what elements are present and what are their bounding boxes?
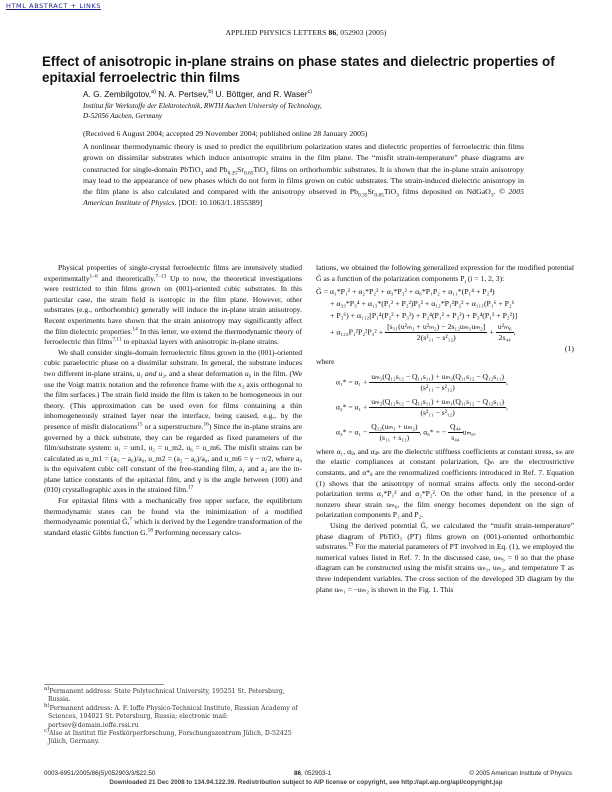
citation[interactable]: 17	[188, 484, 194, 491]
citation[interactable]: 7–13	[155, 273, 167, 280]
copyright-notice: © 2005 American Institute of Physics	[83, 187, 524, 208]
paragraph: We shall consider single-domain ferroelectric films grown in the (001)-oriented cubic paraelectric phase on a dissimilar substrate. In general, the substrate induces two different in-plane strains, u₁ and u₂, and a shear deformation u₆ in the film. (We use the Voigt matrix notation and the reference frame with the x₃ axis orthogonal to the film surfaces.) The strain field inside the film is taken to be homogeneous in our theory. (This approximation can be used even for films containing a thin inhomogeneously strained layer near the interface, being caused, e.g., by the presence of misfit dislocations$^{15}$ or a superstructure.$^{16}$) Since the in-plane strains are governed by a thick substrate, they can be regarded as fixed parameters of the film/substrate system: u₁ = um1, u₂ = u_m2, u₆ = u_m6. The misfit strains can be calculated as u_m1 = (a₁ − a₀)/a₀, u_m2 = (a₂ − a₀)/a₀, and u_m6 = γ − π/2, where a₀ is the equivalent cubic cell constant of the free-standing film, a₁ and a₂ are the in-plane lattice constants of the epitaxial film, and γ is the angle between (100) and (010) crystallographic axes in the strained film.$^{17}$	[44, 347, 303, 495]
footer-issn: 0003-6951/2005/86(5)/052903/3/$22.50	[44, 770, 156, 777]
citation[interactable]: 18	[147, 527, 153, 534]
author-mark: c)	[307, 89, 313, 96]
author-name: A. G. Zembilgotov,	[83, 89, 152, 99]
author-name: N. A. Pertsev,	[158, 89, 209, 99]
paragraph: lations, we obtained the following generalized expression for the modified potential G̃ as a function of the polarization components $P_i$ (i = 1, 2, 3):	[316, 263, 574, 286]
paragraph: Physical properties of single-crystal ferroelectric films are intensively studied experimentally$^{1-6}$ and theoretically.$^{7-13}$ Up to now, the theoretical investigations were restricted to thin films grown on (001)-oriented cubic substrates. In this particular case, the strain field is isotropic in the film plane. However, other substrates (e.g., orthorhombic) generally will induce the in-plane strain anisotropy. Recent experiments have shown that the strain anisotropy may significantly affect the film dielectric properties.$^{14}$ In this letter, we extend the thermodynamic theory of ferroelectric thin films$^{7,11}$ to epitaxial layers with anisotropic in-plane strains.	[44, 263, 302, 347]
footer-copyright: © 2005 American Institute of Physics	[469, 770, 572, 777]
author-mark: b)	[208, 89, 214, 96]
citation[interactable]: 7,11	[112, 336, 122, 343]
footnote-divider	[44, 684, 164, 685]
html-abstract-links[interactable]: HTML ABSTRACT + LINKS	[6, 2, 102, 10]
equation-alpha1: α₁* = α₁ + $\frac{\text{uₘ₁(Q₁₂s₁₂ − Q₁₁s₁₁) + uₘ₂(Q₁₁s₁₂ − Q₁₂s₁₁)}}{\text{(s²₁₁ − s²₁₂)}}$ ,	[336, 371, 508, 392]
author-mark: a)	[151, 89, 156, 96]
author-name: R. Waser	[273, 89, 308, 99]
paragraph: For epitaxial films with a mechanically free upper surface, the equilibrium thermodynamic states can be found via the minimization of a modified thermodynamic potential G̃,$^7$ which is derived by the Legendre transformation of the standard elastic Gibbs function G.$^{18}$ Performing necessary calcu-	[44, 496, 302, 537]
equation-number: (1)	[564, 344, 574, 354]
footnote: $^{b)}$Permanent address: A. F. Ioffe Physico-Technical Institute, Russian Academy of Sciences, 194021 St. Petersburg, Russia; electronic mail: pertsev@domain.ioffe.rssi.ru	[44, 702, 298, 729]
download-notice: Downloaded 21 Dec 2008 to 134.94.122.39. Redistribution subject to AIP license or copyright, see http://apl.aip.org/apl/copyright.jsp	[109, 779, 503, 786]
author-name: U. Böttger, and	[215, 89, 271, 99]
journal-header	[0, 28, 612, 37]
footnote: $^{c)}$Also at Institut für Festkörperforschung, Forschungszentrum Jülich, D-52425 Jülich, Germany.	[44, 727, 292, 746]
footer-page: 86, 052903-1	[294, 770, 332, 777]
footnote: $^{a)}$Permanent address: State Polytechnical University, 195251 St. Petersburg, Russia.	[44, 685, 285, 704]
affiliation-line: D-52056 Aachen, Germany	[83, 112, 163, 120]
citation[interactable]: 14	[132, 326, 138, 333]
abstract: A nonlinear thermodynamic theory is used to predict the equilibrium polarization states and dielectric properties of ferroelectric thin films grown on dissimilar substrates which induce anisotropic strains in the film plane. The “misfit strain-temperature” phase diagrams are constructed for single-domain PbTiO$_3$ and $Pb_{0.35}Sr_{0.65}TiO_3$ films on orthorhombic substrates. It is shown that the in-plane strain anisotropy may lead to the appearance of new phases which do not form in films grown on cubic substrates. The strain-induced dielectric anisotropy in the film plane is also calculated and compared with the anisotropy observed in $Pb_{0.35}Sr_{0.65}TiO_3$ films deposited on NdGaO$_3$. © 2005 American Institute of Physics. [DOI: 10.1063/1.1855389]	[83, 142, 524, 208]
affiliation-line: Institut für Werkstoffe der Elektrotechnik, RWTH Aachen University of Technology,	[83, 102, 322, 110]
doi: . [DOI: 10.1063/1.1855389]	[174, 198, 263, 208]
citation[interactable]: 15	[137, 421, 143, 428]
citation[interactable]: 7	[129, 516, 133, 523]
affiliation	[83, 101, 483, 121]
author-list	[83, 89, 312, 99]
paragraph: Using the derived potential G̃, we calculated the “misfit strain-temperature” phase diagram of PbTiO₃ (PT) films grown on (001)-oriented orthorhombic substrates.$^{19}$ For the material parameters of PT involved in Eq. (1), we employed the numerical values listed in Ref. 7. In the discussed case, uₘ₆ = 0 so that the phase diagram can be constructed using the misfit strains uₘ₁, uₘ₂, and temperature T as three independent variables. The cross section of the developed 3D diagram by the plane uₘ₁ = −uₘ₂ is shown in the Fig. 1. This	[316, 520, 574, 594]
equation-alpha2: α₂* = α₁ + $\frac{\text{uₘ₂(Q₁₂s₁₂ − Q₁₁s₁₁) + uₘ₁(Q₁₁s₁₂ − Q₁₂s₁₁)}}{\text{(s²₁₁ − s²₁₂)}}$ ,	[336, 396, 508, 417]
article-info: , 052903 (2005)	[336, 28, 387, 37]
paragraph: where	[316, 357, 335, 367]
article-title: Effect of anisotropic in-plane strains on phase states and dielectric properties of epitaxial ferroelectric thin films	[42, 54, 555, 85]
body-left-column	[44, 263, 302, 538]
equation-alpha3-alpha6: α₃* = α₁ − $\frac{\text{Q₁₂(uₘ₁ + uₘ₂)}}{\text{(s₁₁ + s₁₂)}}$ , α₆* = − $\frac{\text{Q₄₄}}{\text{s₄₄}}$ uₘ₆,	[336, 421, 476, 442]
citation[interactable]: 1–6	[89, 273, 98, 280]
citation[interactable]: 19	[347, 541, 354, 548]
journal-volume: 86	[328, 28, 337, 37]
citation[interactable]: 16	[203, 421, 209, 428]
journal-name: APPLIED PHYSICS LETTERS	[225, 28, 327, 37]
body-right-column	[316, 263, 574, 595]
paragraph: where α₁, αᵢⱼ, and αᵢⱼₖ are the dielectric stiffness coefficients at constant stress, sₗₙ are the elastic compliances at constant polarization, Qₗₙ are the electrostrictive constants, and α*ᵢⱼ are the renormalized coefficients introduced in Ref. 7. Equation (1) shows that the anisotropy of normal strains affects only the second-order polarization terms α₁*P₁² and α₂*P₂². On the other hand, in the presence of a nonzero shear strain uₘ₆, the film energy becomes dependent on the sign of polarization components P₁ and P₂.	[316, 446, 574, 520]
received-dates: (Received 6 August 2004; accepted 29 November 2004; published online 28 January 2005)	[83, 129, 368, 138]
footnotes	[44, 685, 302, 747]
equation-1: G̃ = α₁*P₁² + α₂*P₂² + α₃*P₃² + α₆*P₁P₂ + α₁₁*(P₁⁴ + P₂⁴) + α₃₃*P₃⁴ + α₁₃*(P₁² + P₂²)P₃² + α₁₂*P₁²P₂² + α₁₁₁(P₁⁶ + P₂⁶ + P₃⁶) + α₁₁₂[P₁⁴(P₂² + P₃²) + P₂⁴(P₁² + P₃²) + P₃⁴(P₁² + P₂²)] + α₁₂₃P₁²P₂²P₃² + $\frac{\text{[s₁₁(u²ₘ₁ + u²ₘ₂) − 2s₁₂uₘ₁uₘ₂]}}{\text{2(s²₁₁ − s²₁₂)}}$ + $\frac{\text{u²ₘ₆}}{\text{2s₄₄}}$ , (1)	[316, 287, 574, 354]
